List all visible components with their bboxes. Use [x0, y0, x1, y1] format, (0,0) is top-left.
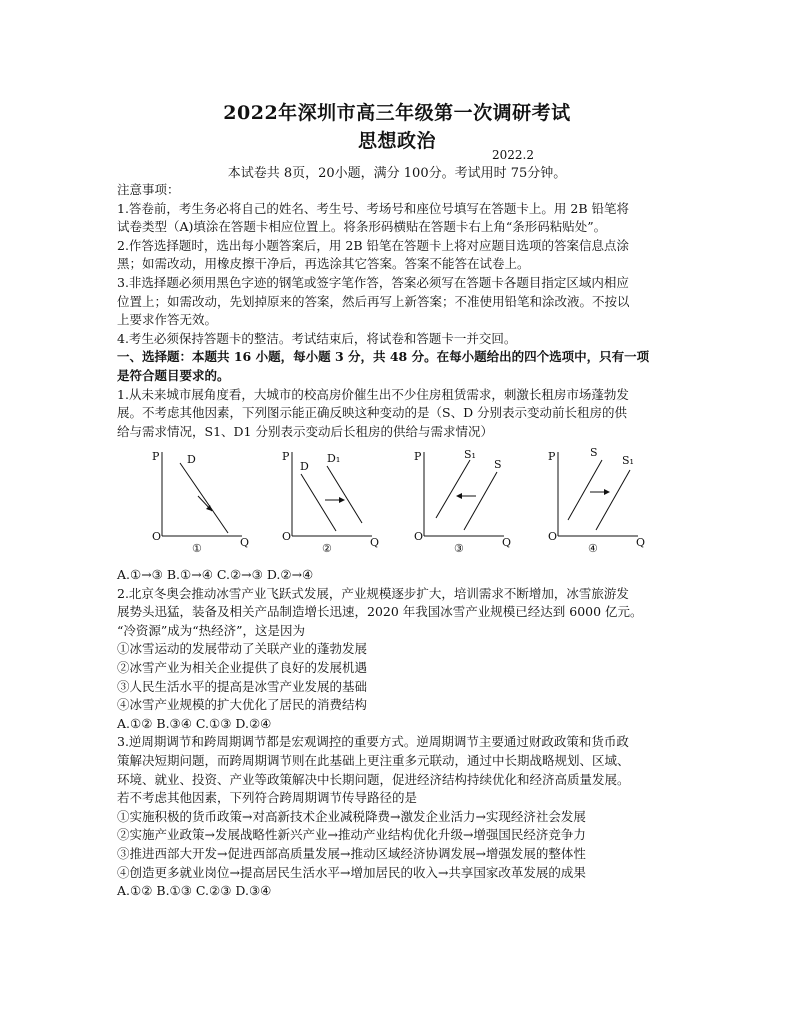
q1-stem: 展。不考虑其他因素，下列图示能正确反映这种变动的是（S、D 分别表示变动前长租房的供: [117, 405, 628, 421]
curve-label-s1: S₁: [464, 448, 476, 461]
subject-title: 思想政治: [357, 130, 436, 152]
axis-p-label: P: [282, 450, 290, 463]
q2-item: ③人民生活水平的提高是冰雪产业发展的基础: [117, 678, 368, 694]
q2-stem: 展势头迅猛，装备及相关产品制造增长迅速，2020 年我国冰雪产业规模已经达到 6000 亿元。: [117, 604, 643, 620]
curve-label-d: D: [300, 460, 309, 473]
section-heading: 一、选择题：本题共 16 小题，每小题 3 分，共 48 分。在每小题给出的四个选项中，只有一项: [117, 349, 650, 365]
questions-block: [117, 566, 657, 901]
exam-date: 2022.2: [492, 148, 534, 162]
note-line: 上要求作答无效。: [117, 312, 218, 328]
figure-number: ③: [454, 542, 464, 555]
supply-graph-3: [402, 438, 518, 558]
q3-stem: 3.逆周期调节和跨周期调节都是宏观调控的重要方式。逆周期调节主要通过财政政策和货币政: [117, 734, 629, 750]
supply-graph-4: [536, 438, 652, 558]
note-line: 1.答卷前，考生务必将自己的姓名、考生号、考场号和座位号填写在答题卡上。用 2B 铅笔将: [117, 200, 630, 216]
figure-4: [536, 438, 652, 558]
q2-item: ④冰雪产业规模的扩大优化了居民的消费结构: [117, 697, 368, 713]
figure-number: ②: [322, 542, 332, 555]
demand-graph-1: [140, 438, 256, 558]
q3-item: ②实施产业政策→发展战略性新兴产业→推动产业结构优化升级→增强国民经济竞争力: [117, 827, 586, 843]
q2-stem: 2.北京冬奥会推动冰雪产业飞跃式发展，产业规模逐步扩大，培训需求不断增加，冰雪旅游发: [117, 585, 629, 601]
q2-stem: “冷资源”成为“热经济”，这是因为: [117, 622, 306, 638]
origin-label: O: [152, 530, 162, 543]
section-heading-cont: 是符合题目要求的。: [117, 367, 230, 383]
q1-stem: 给与需求情况，S1、D1 分别表示变动后长租房的供给与需求情况）: [117, 423, 493, 439]
axis-q-label: Q: [240, 536, 250, 549]
figure-number: ④: [588, 542, 598, 555]
curve-label-s: S: [494, 458, 502, 471]
notes-block: [117, 181, 657, 441]
curve-label-s1: S₁: [622, 454, 634, 467]
note-line: 黑；如需改动，用橡皮擦干净后，再选涂其它答案。答案不能答在试卷上。: [117, 256, 530, 272]
notes-heading: 注意事项：: [117, 182, 180, 197]
figure-2: [270, 438, 386, 558]
q1-stem: 1.从未来城市展角度看，大城市的校高房价催生出不少住房租赁需求，刺激长租房市场蓬勃发: [117, 386, 629, 402]
curve-label-d: D: [187, 453, 196, 466]
figure-3: [402, 438, 518, 558]
curve-label-d1: D₁: [327, 452, 341, 465]
q2-options: A.①② B.③④ C.①③ D.②④: [117, 715, 272, 731]
axis-q-label: Q: [370, 536, 380, 549]
q2-item: ②冰雪产业为相关企业提供了良好的发展机遇: [117, 659, 368, 675]
origin-label: O: [548, 530, 558, 543]
q1-options: A.①→③ B.①→④ C.②→③ D.②→④: [117, 567, 314, 582]
axis-p-label: P: [548, 450, 556, 463]
exam-title: 2022年深圳市高三年级第一次调研考试: [223, 102, 571, 124]
q3-stem: 若不考虑其他因素，下列符合跨周期调节传导路径的是: [117, 790, 418, 806]
axis-q-label: Q: [636, 536, 646, 549]
note-line: 试卷类型（A)填涂在答题卡相应位置上。将条形码横贴在答题卡右上角“条形码粘贴处”。: [117, 219, 607, 235]
q3-stem: 环境、就业、投资、产业等政策解决中长期问题，促进经济结构持续优化和经济高质量发展。: [117, 771, 630, 787]
q3-item: ③推进西部大开发→促进西部高质量发展→推动区域经济协调发展→增强发展的整体性: [117, 845, 586, 861]
q3-stem: 策解决短期问题，而跨周期调节则在此基础上更注重多元联动，通过中长期战略规划、区域、: [117, 752, 630, 768]
q3-item: ①实施积极的货币政策→对高新技术企业减税降费→激发企业活力→实现经济社会发展: [117, 808, 586, 824]
curve-label-s: S: [590, 446, 598, 459]
q1-figures: [140, 438, 660, 558]
note-line: 2.作答选择题时，选出每小题答案后，用 2B 铅笔在答题卡上将对应题目选项的答案信息点涂: [117, 237, 630, 253]
q3-options: A.①② B.①③ C.②③ D.③④: [117, 883, 272, 899]
origin-label: O: [414, 530, 424, 543]
exam-meta: 本试卷共 8页，20小题，满分 100分。考试用时 75分钟。: [227, 166, 567, 181]
axis-q-label: Q: [502, 536, 512, 549]
figure-1: [140, 438, 256, 558]
demand-graph-2: [270, 438, 386, 558]
note-line: 位置上；如需改动，先划掉原来的答案，然后再写上新答案；不准使用铅笔和涂改液。不按以: [117, 293, 630, 309]
q3-item: ④创造更多就业岗位→提高居民生活水平→增加居民的收入→共享国家改革发展的成果: [117, 864, 586, 880]
note-line: 3.非选择题必须用黑色字迹的钢笔或签字笔作答，答案必须写在答题卡各题目指定区域内相应: [117, 274, 629, 290]
q2-item: ①冰雪运动的发展带动了关联产业的蓬勃发展: [117, 641, 368, 657]
axis-p-label: P: [152, 450, 160, 463]
figure-number: ①: [192, 542, 202, 555]
origin-label: O: [282, 530, 292, 543]
axis-p-label: P: [414, 450, 422, 463]
note-line: 4.考生必须保持答题卡的整洁。考试结束后，将试卷和答题卡一并交回。: [117, 330, 517, 346]
